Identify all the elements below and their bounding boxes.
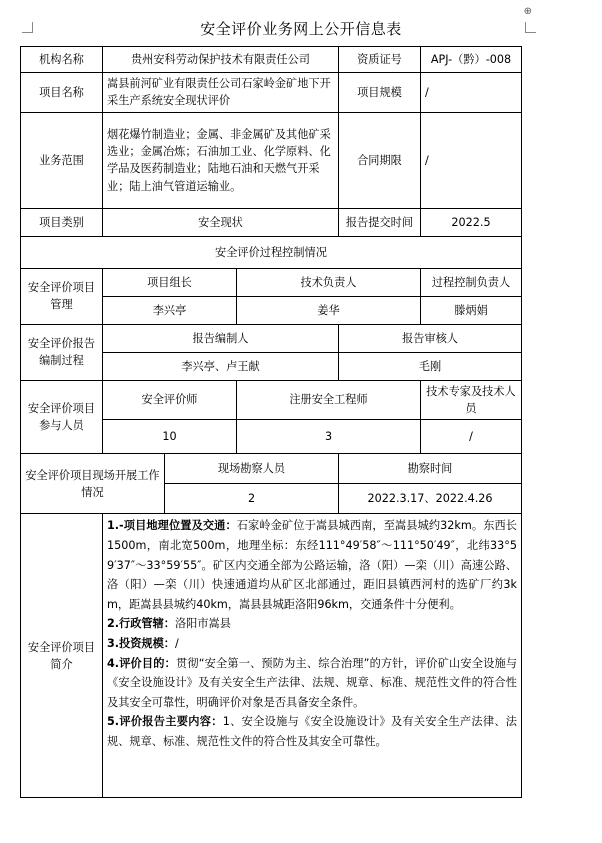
assessor-value: 10 [103,420,237,454]
engineer-value: 3 [237,420,421,454]
site-staff-value: 2 [165,484,339,514]
contract-value: / [421,112,522,208]
author-value: 李兴亭、卢王献 [103,352,339,380]
intro-paragraph-4 [107,654,517,713]
intro-paragraph-1 [107,516,517,614]
project-name-label: 项目名称 [21,73,103,113]
report-process-label: 安全评价报告编制过程 [21,324,103,380]
intro-text-3: / [174,637,179,650]
site-time-value: 2022.3.17、2022.4.26 [339,484,522,514]
submit-time-value: 2022.5 [421,208,522,236]
intro-paragraph-3 [107,634,517,654]
intro-content [103,514,522,798]
ctrl-lead-label: 过程控制负责人 [421,268,522,296]
scope-value: 烟花爆竹制造业；金属、非金属矿及其他矿采选业；金属冶炼；石油加工业、化学原料、化学品及医药制造业；陆地石油和天燃气开采业；陆上油气管道运输业。 [103,112,339,208]
assessor-label: 安全评价师 [103,380,237,420]
info-table [20,46,522,798]
intro-text-1: 石家岭金矿位于嵩县城西南，至嵩县城约32km。东西长1500m，南北宽500m，地理坐标：东经111°49′58″～111°50′49″，北纬33°59′37″～33°59′55″。矿区内交通全部为公路运输，洛（阳）—栾（川）高速公路、洛（阳）—栾（川）快速通道均从矿区北部通过，距旧县镇西河村的选矿厂约3km，距嵩县县城约40km，嵩县县城距洛阳96km，交通条件十分便利。 [107,519,517,611]
org-value: 贵州安科劳动保护技术有限责任公司 [103,47,339,73]
table-row [21,73,522,113]
project-type-label: 项目类别 [21,208,103,236]
contract-label: 合同期限 [339,112,421,208]
cert-value: APJ-（黔）-008 [421,47,522,73]
reviewer-value: 毛刚 [339,352,522,380]
leader-label: 项目组长 [103,268,237,296]
intro-heading-3: 3.投资规模： [107,637,175,650]
expert-label: 技术专家及技术人员 [421,380,522,420]
tech-lead-value: 姜华 [237,296,421,324]
project-scale-value: / [421,73,522,113]
expert-value: / [421,420,522,454]
table-row [21,514,522,798]
intro-heading-1: 1.-项目地理位置及交通： [107,519,237,533]
intro-text-2: 洛阳市嵩县 [174,617,231,631]
leader-value: 李兴亭 [103,296,237,324]
table-row [21,454,522,484]
table-row [21,47,522,73]
table-row [21,208,522,236]
intro-paragraph-2 [107,614,517,634]
org-label: 机构名称 [21,47,103,73]
anchor-mark-icon: ⊕ [523,6,532,17]
scope-label: 业务范围 [21,112,103,208]
mgmt-label: 安全评价项目管理 [21,268,103,324]
table-row [21,112,522,208]
site-staff-label: 现场勘察人员 [165,454,339,484]
ctrl-lead-value: 滕炳娟 [421,296,522,324]
reviewer-label: 报告审核人 [339,324,522,352]
project-type-value: 安全现状 [103,208,339,236]
table-row [21,236,522,268]
project-scale-label: 项目规模 [339,73,421,113]
intro-text-5: 1、安全设施与《安全设施设计》及有关安全生产法律、法规、规章、标准、规范性文件的符合性及其安全可靠性。 [107,715,517,748]
site-work-label: 安全评价项目现场开展工作情况 [21,454,165,514]
staff-label: 安全评价项目参与人员 [21,380,103,454]
intro-heading-4: 4.评价目的： [107,656,176,670]
engineer-label: 注册安全工程师 [237,380,421,420]
page-title: 安全评价业务网上公开信息表 [200,20,402,38]
intro-label: 安全评价项目简介 [21,514,103,798]
project-name-value: 嵩县前河矿业有限责任公司石家岭金矿地下开采生产系统安全现状评价 [103,73,339,113]
author-label: 报告编制人 [103,324,339,352]
table-row [21,324,522,352]
table-row [21,268,522,296]
table-row [21,380,522,420]
intro-paragraph-5 [107,712,517,751]
process-section-title: 安全评价过程控制情况 [21,236,522,268]
submit-time-label: 报告提交时间 [339,208,421,236]
cert-label: 资质证号 [339,47,421,73]
tech-lead-label: 技术负责人 [237,268,421,296]
intro-heading-5: 5.评价报告主要内容： [107,715,223,729]
intro-text-4: 贯彻“安全第一、预防为主、综合治理”的方针，评价矿山安全设施与《安全设施设计》及有关安全生产法律、法规、规章、标准、规范性文件的符合性及其安全可靠性，明确评价对象是否具备安全条件。 [107,656,518,709]
intro-heading-2: 2.行政管辖： [107,617,175,631]
site-time-label: 勘察时间 [339,454,522,484]
